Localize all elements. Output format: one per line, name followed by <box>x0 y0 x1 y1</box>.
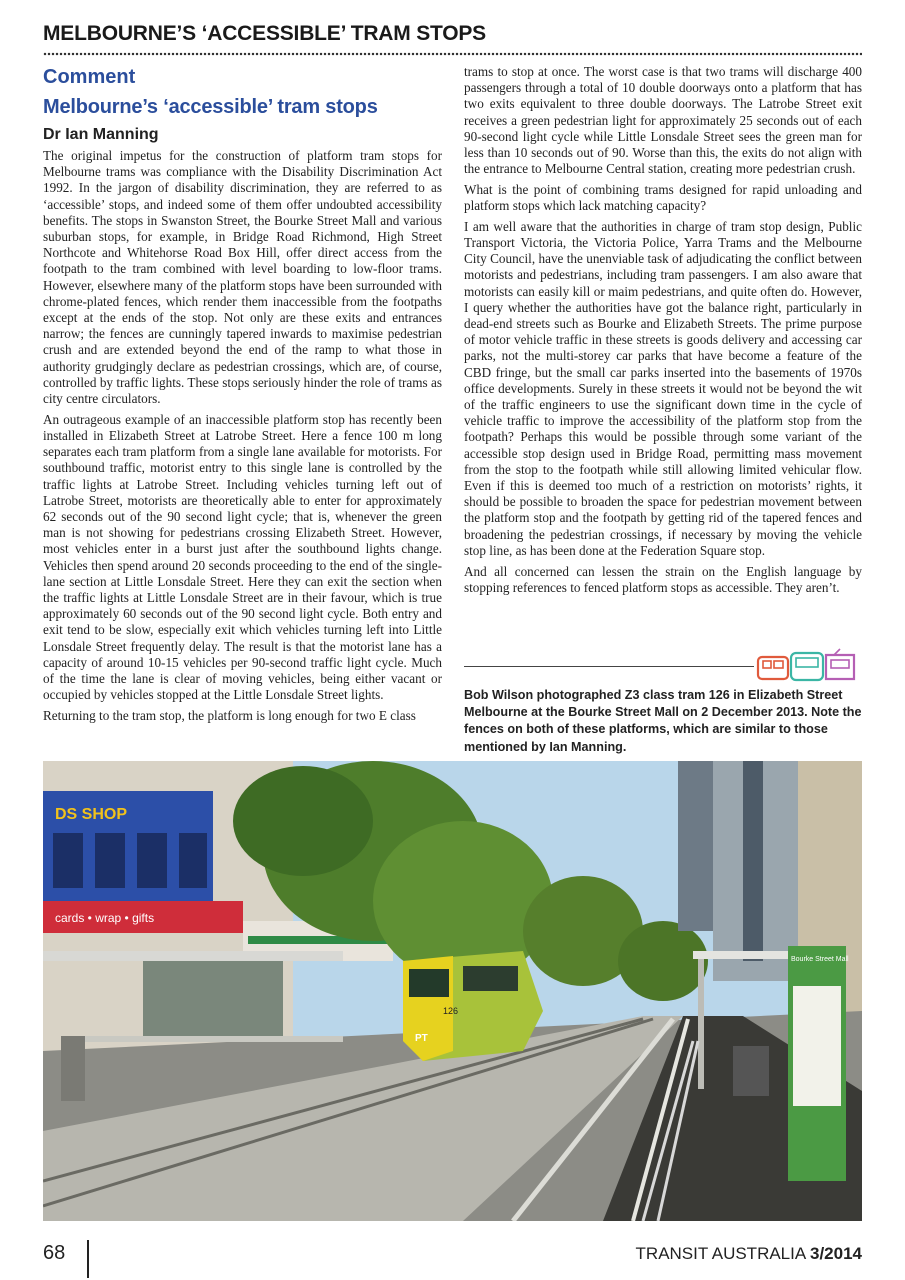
article-paragraph: Returning to the tram stop, the platform is long enough for two E class <box>43 707 416 723</box>
stop-sign-text: Bourke Street Mall <box>791 956 849 963</box>
article-paragraph: trams to stop at once. The worst case is that two trams will discharge 400 passengers through a total of 10 double doorways onto a platform that has two exits equivalent to three double doorways. The Latrobe Street exit receives a green pedestrian light for approximately 25 seconds out of each 90-second light cycle while Little Lonsdale Street sees the green man for less than 10 seconds out of 90. Worse than this, the exits do not align with the entrance to Melbourne Central station, creating more pedestrian crush. <box>464 64 862 177</box>
article-headline: Melbourne’s ‘accessible’ tram stops <box>43 96 378 118</box>
article-kicker: Comment <box>43 66 136 88</box>
issue-number: 3/2014 <box>810 1244 862 1263</box>
photo-caption: Bob Wilson photographed Z3 class tram 126 in Elizabeth Street Melbourne at the Bourke Street Mall on 2 December 2013. Note the fences on both of these platforms, which are similar to those mentioned by Ian Manning. <box>464 688 862 754</box>
page-number-divider <box>87 1240 89 1278</box>
article-column-right <box>464 64 862 601</box>
page-number: 68 <box>43 1242 66 1264</box>
dotted-divider <box>43 51 862 57</box>
shop-sign: DS SHOP <box>55 806 128 823</box>
article-paragraph: An outrageous example of an inaccessible platform stop has recently been installed in Elizabeth Street at Latrobe Street. Here a fence 100 m long separates each tram platform from a single lane available for motorists. For southbound traffic, motorist entry to this single lane is controlled by the traffic lights at Latrobe Street. Including vehicles turning left out of Latrobe Street, motorists are theoretically able to enter for approximately 62 seconds out of the 90 second light cycle; that is, whenever the green man is not showing for pedestrians crossing Elizabeth Street. However, most vehicles enter in a burst just after the southbound lights change. Vehicles then spend around 20 seconds proceeding to the end of the single-lane section at Little Lonsdale Street. Here they can exit the section when the traffic lights at Little Lonsdale Street are in their favour, which is true approximately 60 seconds out of the 90 second light cycle. Both entry and exit tend to be slow, especially exit which vehicles turning left into Little Lonsdale Street frequently delay. The result is that the motorist lane has a capacity of around 10-15 vehicles per 90-second traffic light cycle. Much of the time the lane is clear of moving vehicles, being either vacant or occupied by vehicles stopped at the Little Lonsdale Street lights. <box>43 411 442 703</box>
tram-photo-illustration <box>43 761 862 1221</box>
tram-photo <box>43 761 862 1221</box>
end-of-article-rule <box>464 648 862 684</box>
section-title: MELBOURNE’S ‘ACCESSIBLE’ TRAM STOPS <box>43 22 486 45</box>
shop-banner: cards • wrap • gifts <box>55 911 155 925</box>
tram-number: 126 <box>443 1006 459 1016</box>
article-paragraph: And all concerned can lessen the strain on the English language by stopping references to fenced platform stops as accessible. They aren’t. <box>464 563 862 595</box>
article-author: Dr Ian Manning <box>43 126 159 143</box>
article-paragraph: What is the point of combining trams designed for rapid unloading and platform stops which lack matching capacity? <box>464 181 862 214</box>
publication-footer <box>636 1242 862 1266</box>
tram-icons-icon <box>754 648 862 684</box>
article-paragraph: I am well aware that the authorities in charge of tram stop design, Public Transport Victoria, the Victoria Police, Yarra Trams and the Melbourne City Council, have the unenviable task of adjudicating the conflict between motorists and pedestrians, including tram passengers. I am also aware that motorists can easily kill or maim pedestrians, and quite often do. However, I query whether the authorities have got the balance right, particularly in dead-end streets such as Bourke and Elizabeth Streets. The prime purpose of motor vehicle traffic in these streets is goods delivery and accessing car parks, not the multi-storey car parks that have become a feature of the CBD fringe, but the small car parks inserted into the basements of 1970s office developments. Surely in these streets it would not be beyond the wit of the traffic engineers to use the significant down time in the cycle of vehicle traffic to improve the accessibility of the platform stop from the footpath? Perhaps this would be possible through some variant of the accessible stop design used in Bridge Road, permitting mass movement from the stop to the footpath while still allowing limited vehicular flow. Even if this is deemed too much of a restriction on motorists’ rights, it should be possible to broaden the space for pedestrian movement between the platform stop and the footpath by getting rid of the tapered fences and broadening the pedestrian crossings, if necessary by moving the vehicle stop line, as has been done at the Federation Square stop. <box>464 218 862 558</box>
tram-logo: PT <box>415 1033 428 1044</box>
article-column-left <box>43 64 442 729</box>
publication-name: TRANSIT AUSTRALIA <box>635 1244 806 1263</box>
article-paragraph: The original impetus for the construction of platform tram stops for Melbourne trams was compliance with the Disability Discrimination Act 1992. In the jargon of disability discrimination, they are referred to as ‘accessible’ stops, and indeed some of them offer undoubted accessibility benefits. The stops in Swanston Street, the Bourke Street Mall and various suburban stops, for example, in Bridge Road Richmond, High Street Northcote and Whitehorse Road Box Hill, offer direct access from the footpath to the tram combined with level boarding to low-floor trams. However, elsewhere many of the platform stops have been surrounded with chrome-plated fences, which render them inaccessible from the footpaths except at the ends of the stop. Not only are these exits and entrances narrow; the fences are cunningly tapered inwards to maximise pedestrian crush and are extended beyond the end of the ramp to what those in authority grudgingly declare as pedestrian crossings, which are, of course, controlled by traffic lights. These stops seriously hinder the role of trams as city centre circulators. <box>43 148 442 407</box>
